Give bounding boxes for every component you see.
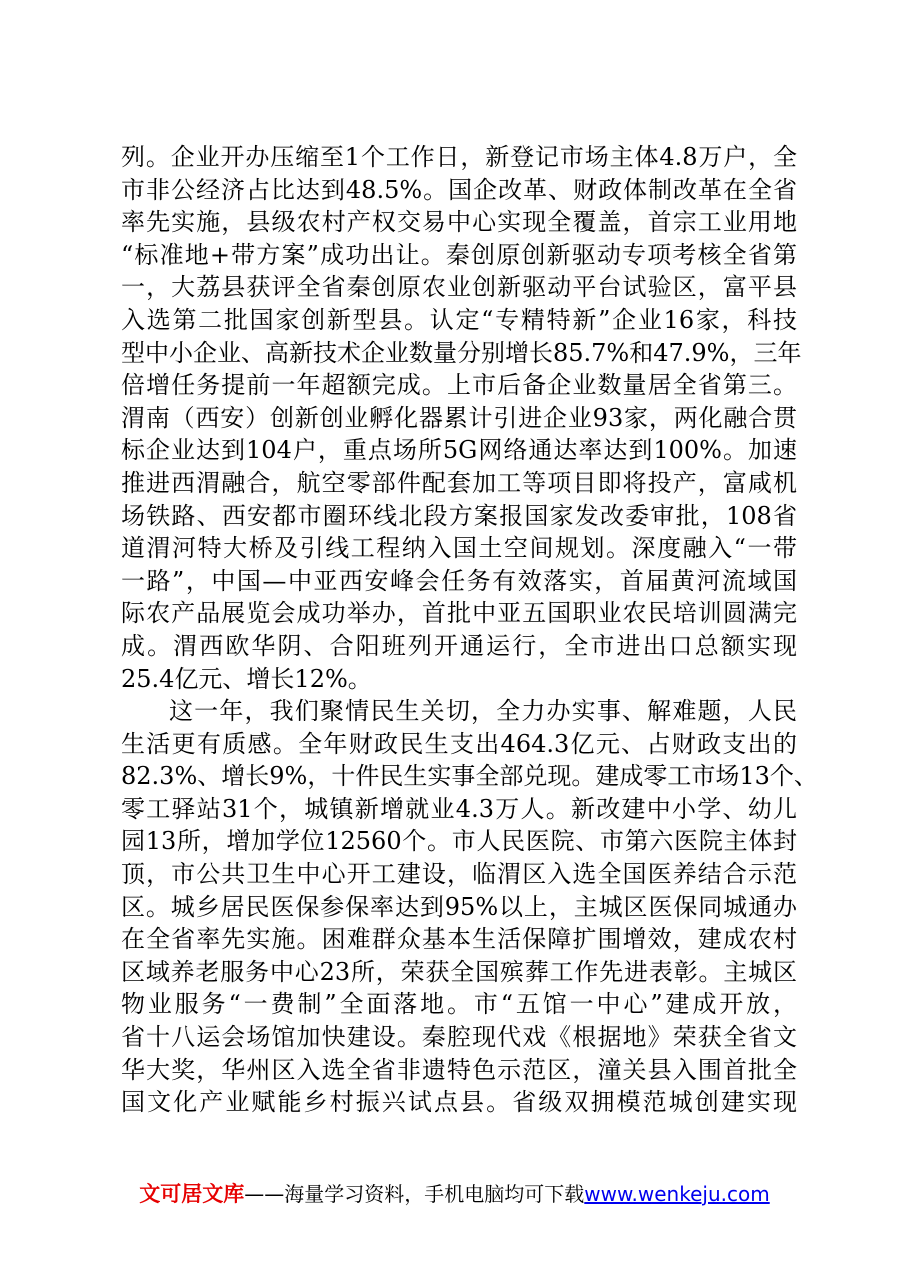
text-line: 列。企业开办压缩至1个工作日，新登记市场主体4.8万户，全 [121, 143, 797, 171]
text-line: 在全省率先实施。困难群众基本生活保障扩围增效，建成农村 [121, 925, 797, 954]
text-line: 标企业达到104户，重点场所5G网络通达率达到100%。加速 [121, 436, 797, 465]
text-line: 型中小企业、高新技术企业数量分别增长85.7%和47.9%，三年 [121, 338, 802, 367]
footer-slogan: 海量学习资料，手机电脑均可下载 [284, 1182, 585, 1206]
text-line: 一路”，中国—中亚西安峰会任务有效落实，首届黄河流域国 [121, 566, 797, 595]
report-body-text [121, 141, 818, 1119]
text-line: 顶，市公共卫生中心开工建设，临渭区入选全国医养结合示范 [121, 860, 797, 889]
text-line: 率先实施，县级农村产权交易中心实现全覆盖，首宗工业用地 [121, 208, 797, 237]
text-line: 华大奖，华州区入选全省非遗特色示范区，潼关县入围首批全 [121, 1055, 797, 1084]
text-line: 省十八运会场馆加快建设。秦腔现代戏《根据地》荣获全省文 [121, 1023, 797, 1052]
text-line: 入选第二批国家创新型县。认定“专精特新”企业16家，科技 [121, 305, 797, 334]
footer-banner [0, 1180, 909, 1208]
text-line: 场铁路、西安都市圈环线北段方案报国家发改委审批，108省 [121, 501, 797, 530]
paragraph-end-line: 25.4亿元、增长12%。 [121, 664, 372, 693]
brand-name: 文可居文库 [139, 1182, 245, 1206]
text-line: 倍增任务提前一年超额完成。上市后备企业数量居全省第三。 [121, 371, 797, 400]
footer-dash: —— [244, 1182, 285, 1206]
text-line: 物业服务“一费制”全面落地。市“五馆一中心”建成开放， [121, 990, 797, 1019]
text-line: 市非公经济占比达到48.5%。国企改革、财政体制改革在全省 [121, 175, 797, 204]
text-line: 园13所，增加学位12560个。市人民医院、市第六医院主体封 [121, 827, 797, 856]
text-line: 生活更有质感。全年财政民生支出464.3亿元、占财政支出的 [121, 729, 797, 758]
text-line: 区。城乡居民医保参保率达到95%以上，主城区医保同城通办 [121, 892, 797, 921]
text-line: 成。渭西欧华阴、合阳班列开通运行，全市进出口总额实现 [121, 631, 797, 660]
text-line: 推进西渭融合，航空零部件配套加工等项目即将投产，富咸机 [121, 468, 797, 497]
text-line: 82.3%、增长9%，十件民生实事全部兑现。建成零工市场13个、 [121, 762, 818, 791]
text-line: 渭南（西安）创新创业孵化器累计引进企业93家，两化融合贯 [121, 403, 797, 432]
text-line: 一，大荔县获评全省秦创原农业创新驱动平台试验区，富平县 [121, 273, 797, 302]
text-line: 际农产品展览会成功举办，首批中亚五国职业农民培训圆满完 [121, 599, 797, 628]
website-link[interactable]: www.wenkeju.com [584, 1182, 770, 1206]
text-line: 零工驿站31个，城镇新增就业4.3万人。新改建中小学、幼儿 [121, 794, 797, 823]
text-line: “标准地+带方案”成功出让。秦创原创新驱动专项考核全省第 [121, 240, 797, 269]
text-line: 国文化产业赋能乡村振兴试点县。省级双拥模范城创建实现 [121, 1088, 797, 1117]
text-line: 区域养老服务中心23所，荣获全国殡葬工作先进表彰。主城区 [121, 957, 797, 986]
paragraph-start-line: 这一年，我们聚情民生关切，全力办实事、解难题，人民 [169, 697, 797, 726]
text-line: 道渭河特大桥及引线工程纳入国土空间规划。深度融入“一带 [121, 534, 797, 563]
